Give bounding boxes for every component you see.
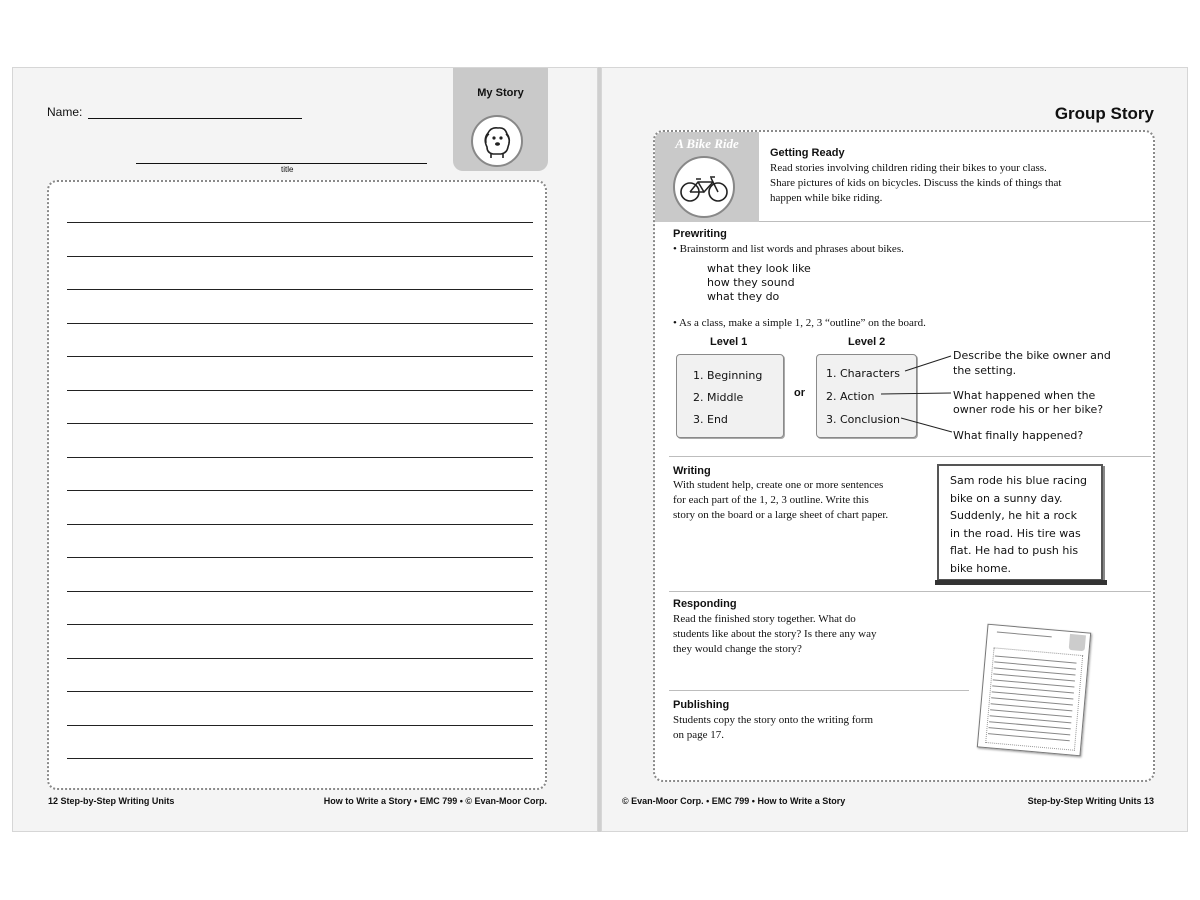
- writing-line: [67, 356, 533, 357]
- publishing-line: Students copy the story onto the writing form: [673, 714, 874, 726]
- writing-line: [67, 557, 533, 558]
- level-2-item: 1. Characters: [826, 367, 901, 380]
- story-line: Sam rode his blue racing: [950, 474, 1088, 487]
- writing-line: [67, 289, 533, 290]
- story-line: Suddenly, he hit a rock: [950, 509, 1077, 522]
- bicycle-icon: [673, 156, 735, 218]
- story-line: in the road. His tire was: [950, 526, 1081, 540]
- responding-line: Read the finished story together. What do: [673, 613, 856, 625]
- mini-name-line: [997, 632, 1052, 638]
- writing-title: Writing: [673, 465, 711, 477]
- level-2-note: What finally happened?: [953, 429, 1084, 442]
- level-2-note: Describe the bike owner and: [953, 349, 1111, 362]
- writing-line: [67, 423, 533, 424]
- left-page: [12, 67, 598, 832]
- publishing-line: on page 17.: [673, 729, 725, 741]
- bike-ride-tab-label: A Bike Ride: [675, 136, 739, 151]
- story-line: flat. He had to push his: [950, 544, 1079, 557]
- left-footer-left: 12 Step-by-Step Writing Units: [48, 796, 175, 806]
- writing-line: [67, 624, 533, 625]
- my-story-tab: [453, 68, 548, 171]
- writing-line: [67, 390, 533, 391]
- writing-line: [67, 524, 533, 525]
- level-1-box: [676, 354, 784, 438]
- dog-icon: [471, 115, 523, 167]
- level-2-item: 2. Action: [826, 390, 875, 403]
- prewriting-list-item: what they look like: [707, 262, 811, 275]
- name-line: [88, 118, 302, 119]
- my-story-tab-label: My Story: [477, 87, 524, 99]
- story-line: bike on a sunny day.: [950, 491, 1063, 505]
- story-text: [950, 472, 1100, 577]
- writing-form-thumbnail: [977, 624, 1091, 757]
- writing-line: [67, 758, 533, 759]
- getting-ready-line: happen while bike riding.: [770, 192, 883, 204]
- responding-title: Responding: [673, 598, 737, 610]
- name-label: Name:: [47, 105, 83, 119]
- getting-ready-title: Getting Ready: [770, 147, 845, 159]
- writing-line: With student help, create one or more sentences: [673, 479, 884, 491]
- story-line: bike home.: [950, 561, 1011, 575]
- left-footer-right: How to Write a Story • EMC 799 • © Evan-Moor Corp.: [323, 796, 547, 806]
- writing-area: [47, 180, 547, 790]
- writing-line: [67, 490, 533, 491]
- level-1-item: 1. Beginning: [693, 369, 763, 382]
- chalk-tray: [935, 580, 1107, 585]
- prewriting-bullet: • As a class, make a simple 1, 2, 3 “outline” on the board.: [673, 317, 926, 329]
- getting-ready-line: Read stories involving children riding their bikes to your class.: [770, 162, 1047, 174]
- writing-line: [67, 323, 533, 324]
- publishing-title: Publishing: [673, 699, 730, 711]
- right-footer-right: Step-by-Step Writing Units 13: [1027, 796, 1154, 806]
- writing-line: [67, 725, 533, 726]
- writing-line: for each part of the 1, 2, 3 outline. Write this: [673, 494, 869, 506]
- responding-line: students like about the story? Is there any way: [673, 628, 877, 640]
- section-divider: [669, 690, 969, 691]
- writing-line: [67, 256, 533, 257]
- prewriting-list-item: what they do: [707, 290, 780, 303]
- level-2-note: owner rode his or her bike?: [953, 403, 1104, 416]
- responding-line: they would change the story?: [673, 643, 802, 655]
- page-title: Group Story: [1054, 104, 1154, 123]
- writing-line: [67, 457, 533, 458]
- writing-line: [67, 658, 533, 659]
- level-2-note: What happened when the: [953, 389, 1096, 402]
- prewriting-list-item: how they sound: [707, 276, 795, 289]
- level-2-note: the setting.: [953, 364, 1017, 377]
- section-divider: [759, 221, 1151, 222]
- bike-ride-tab: [655, 132, 759, 222]
- level-1-title: Level 1: [710, 336, 748, 348]
- level-2-box: [816, 354, 917, 438]
- writing-line: [67, 691, 533, 692]
- section-divider: [669, 591, 1151, 592]
- writing-line: [67, 591, 533, 592]
- mini-tab: [1069, 634, 1086, 651]
- level-2-title: Level 2: [848, 336, 886, 348]
- prewriting-title: Prewriting: [673, 228, 727, 240]
- lesson-box: [653, 130, 1155, 782]
- prewriting-bullet: • Brainstorm and list words and phrases about bikes.: [673, 243, 904, 255]
- level-1-item: 3. End: [693, 413, 728, 426]
- getting-ready-line: Share pictures of kids on bicycles. Discuss the kinds of things that: [770, 177, 1062, 189]
- level-2-item: 3. Conclusion: [826, 413, 900, 426]
- section-divider: [669, 456, 1151, 457]
- title-label: title: [281, 165, 294, 174]
- right-page: [601, 67, 1188, 832]
- chalkboard-story: [937, 464, 1103, 581]
- or-label: or: [794, 387, 805, 399]
- writing-line: story on the board or a large sheet of chart paper.: [673, 509, 889, 521]
- title-line: [136, 163, 427, 164]
- level-1-item: 2. Middle: [693, 391, 744, 404]
- right-footer-left: © Evan-Moor Corp. • EMC 799 • How to Write a Story: [622, 796, 846, 806]
- writing-line: [67, 222, 533, 223]
